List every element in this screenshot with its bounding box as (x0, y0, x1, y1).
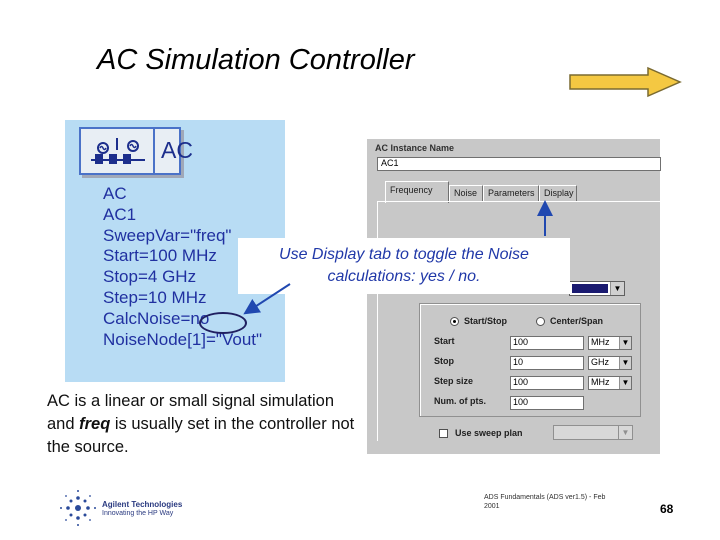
chevron-down-icon[interactable]: ▼ (619, 357, 631, 369)
icon-divider (153, 129, 155, 173)
description-part-2: is usually set in the controller not the source. (47, 415, 355, 456)
sweep-type-dropdown[interactable] (569, 281, 625, 296)
right-arrow-icon[interactable] (568, 66, 682, 98)
stop-label: Stop (434, 356, 454, 366)
ac-controller-icon (87, 134, 149, 170)
page-number: 68 (660, 502, 674, 516)
start-stop-label: Start/Stop (464, 316, 508, 326)
company-name: Agilent Technologies (102, 500, 183, 509)
stop-unit-select[interactable] (588, 356, 632, 370)
ac-instance-dialog (366, 138, 660, 454)
controller-label: AC (161, 137, 193, 163)
param-line: Step=10 MHz (103, 287, 207, 307)
step-size-label: Step size (434, 376, 474, 386)
param-line: SweepVar="freq" (103, 225, 232, 245)
footer-course-line-2: 2001 (484, 503, 500, 510)
company-tagline: Innovating the HP Way (102, 510, 174, 517)
description-emphasis: freq (79, 415, 111, 433)
tab-parameters[interactable]: Parameters (483, 185, 539, 201)
footer-course (484, 493, 624, 511)
chevron-down-icon[interactable]: ▼ (610, 282, 624, 295)
company-block (102, 500, 182, 518)
step-size-field[interactable]: 100 (510, 376, 584, 390)
description-text (47, 390, 357, 459)
description-part-1: AC is a linear or small signal simulation and (47, 392, 335, 433)
start-stop-radio[interactable] (450, 317, 459, 326)
chevron-down-icon[interactable]: ▼ (619, 337, 631, 349)
tab-noise[interactable]: Noise (449, 185, 483, 201)
instance-name-label: AC Instance Name (375, 143, 455, 153)
center-span-radio[interactable] (536, 317, 545, 326)
stop-unit-value: GHz (591, 357, 609, 367)
param-line: Stop=4 GHz (103, 267, 197, 287)
dropdown-selection (572, 284, 608, 293)
start-unit-select[interactable] (588, 336, 632, 350)
callout-line-1: Use Display tab to toggle the Noise (279, 246, 529, 263)
param-line: Start=100 MHz (103, 246, 217, 266)
slide-title: AC Simulation Controller (97, 44, 415, 76)
sweep-plan-dropdown[interactable] (553, 425, 633, 440)
callout-line-2: calculations: yes / no. (327, 268, 481, 285)
controller-icon-box[interactable] (79, 127, 193, 175)
start-unit-value: MHz (591, 337, 610, 347)
sweep-range-group (419, 303, 641, 417)
callout-box (238, 238, 570, 294)
num-pts-label: Num. of pts. (434, 396, 486, 406)
param-line: AC (103, 184, 127, 203)
param-line: NoiseNode[1]="Vout" (103, 329, 263, 349)
start-label: Start (434, 336, 455, 346)
step-unit-select[interactable] (588, 376, 632, 390)
param-line: CalcNoise=no (103, 308, 210, 328)
step-unit-value: MHz (591, 377, 610, 387)
agilent-spark-icon (58, 488, 98, 528)
param-line: AC1 (103, 204, 137, 224)
num-pts-field[interactable]: 100 (510, 396, 584, 410)
chevron-down-icon[interactable]: ▼ (618, 426, 632, 439)
chevron-down-icon[interactable]: ▼ (619, 377, 631, 389)
use-sweep-plan-label: Use sweep plan (455, 428, 523, 438)
instance-name-field[interactable]: AC1 (377, 157, 661, 171)
tab-display[interactable]: Display (539, 185, 577, 201)
start-field[interactable]: 100 (510, 336, 584, 350)
footer-course-line-1: ADS Fundamentals (ADS ver1.5) - Feb (484, 494, 606, 501)
use-sweep-plan-checkbox[interactable] (439, 429, 448, 438)
tab-frequency[interactable]: Frequency (385, 181, 449, 203)
stop-field[interactable]: 10 (510, 356, 584, 370)
center-span-label: Center/Span (550, 316, 604, 326)
calcnoise-highlight-circle (199, 312, 247, 334)
